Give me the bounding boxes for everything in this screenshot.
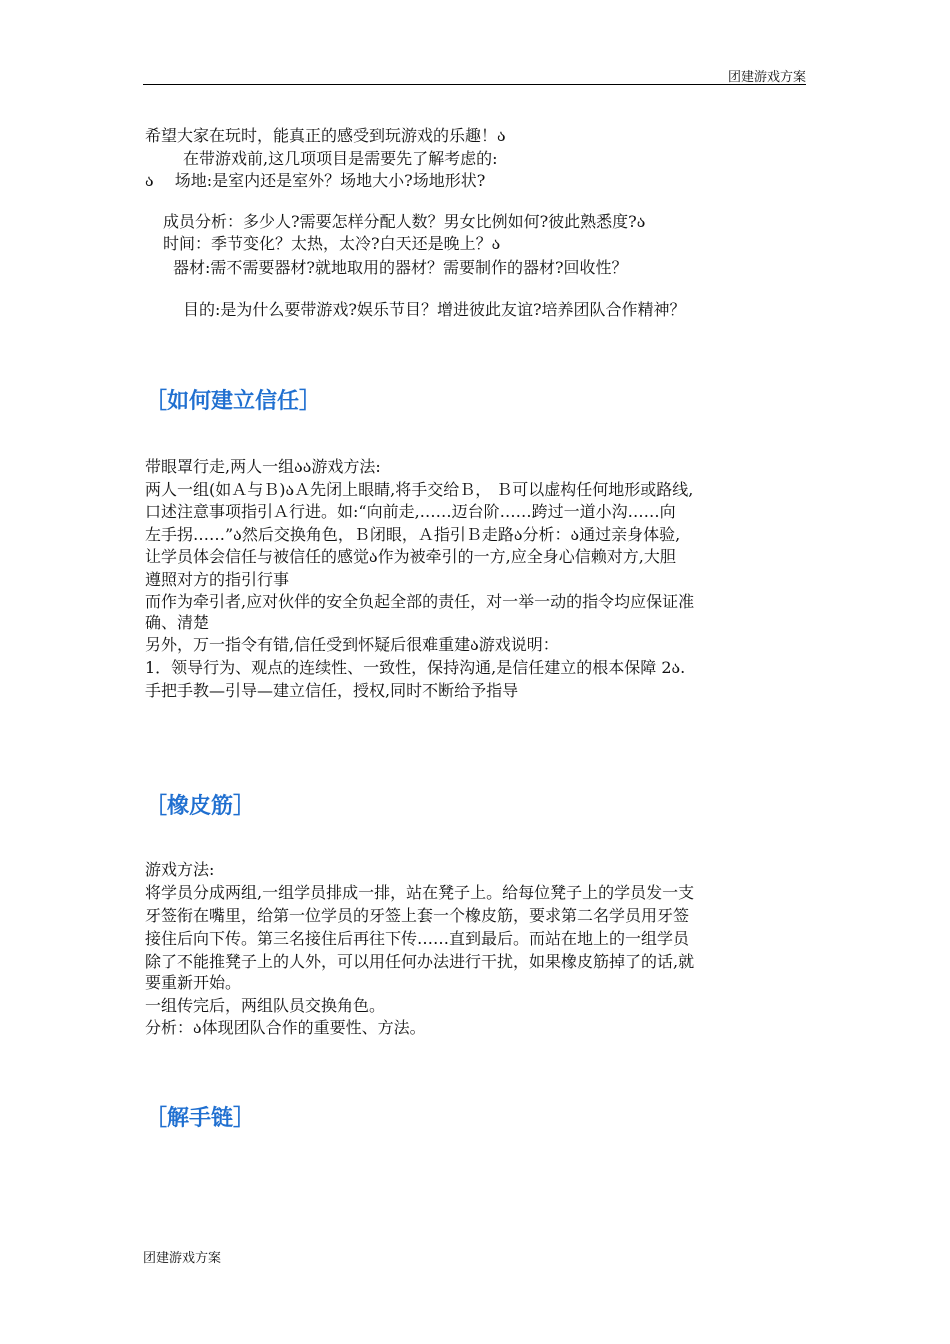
section-line: 让学员体会信任与被信任的感觉ა作为被牵引的一方,应全身心信赖对方,大胆: [145, 547, 676, 566]
section-line: 遵照对方的指引行事: [145, 570, 290, 589]
section-line: 左手拐……”ა然后交换角色，Ｂ闭眼，Ａ指引Ｂ走路ა分析：ა通过亲身体验,: [145, 525, 681, 544]
intro-line: 时间：季节变化？太热，太冷?白天还是晚上？ა: [163, 234, 501, 253]
section-line: 牙签衔在嘴里，给第一位学员的牙签上套一个橡皮筋，要求第二名学员用牙签: [145, 906, 690, 925]
section-heading-trust: ［如何建立信任］: [145, 389, 322, 414]
section-line: 确、清楚: [145, 613, 210, 632]
section-line: 另外，万一指令有错,信任受到怀疑后很难重建ა游戏说明：: [145, 635, 559, 654]
section-line: 接住后向下传。第三名接住后再往下传……直到最后。而站在地上的一组学员: [145, 929, 690, 948]
section-line: 除了不能推凳子上的人外，可以用任何办法进行干扰，如果橡皮筋掉了的话,就: [145, 952, 695, 971]
section-line: 口述注意事项指引Ａ行进。如:“向前走,……迈台阶……跨过一道小沟……向: [145, 502, 676, 521]
intro-line: 成员分析：多少人?需要怎样分配人数？男女比例如何?彼此熟悉度?ა: [163, 212, 646, 231]
section-line: 1．领导行为、观点的连续性、一致性，保持沟通,是信任建立的根本保障 2ა.: [145, 658, 686, 677]
header-title: 团建游戏方案: [727, 70, 806, 85]
page-header: [143, 70, 806, 85]
section-line: 将学员分成两组,一组学员排成一排，站在凳子上。给每位凳子上的学员发一支: [145, 883, 695, 902]
section-line: 要重新开始。: [145, 973, 242, 992]
section-line: 一组传完后，两组队员交换角色。: [145, 996, 386, 1015]
section-heading-hand-chain: ［解手链］: [145, 1106, 256, 1131]
intro-line: 在带游戏前,这几项项目是需要先了解考虑的:: [183, 149, 498, 168]
section-line: 两人一组(如Ａ与Ｂ)აＡ先闭上眼睛,将手交给Ｂ， Ｂ可以虚构任何地形或路线,: [145, 480, 694, 499]
section-line: 游戏方法:: [145, 860, 215, 879]
section-line: 而作为牵引者,应对伙伴的安全负起全部的责任，对一举一动的指令均应保证准: [145, 592, 695, 611]
intro-line: ა 场地:是室内还是室外？场地大小?场地形状?: [145, 171, 486, 190]
intro-line: 目的:是为什么要带游戏?娱乐节目？增进彼此友谊?培养团队合作精神？: [183, 300, 686, 319]
section-line: 手把手教—引导—建立信任，授权,同时不断给予指导: [145, 681, 519, 700]
intro-line: 希望大家在玩时，能真正的感受到玩游戏的乐趣！ა: [145, 126, 506, 145]
section-line: 带眼罩行走,两人一组აა游戏方法:: [145, 457, 381, 476]
section-heading-rubber-band: ［橡皮筋］: [145, 794, 256, 819]
section-line: 分析：ა体现团队合作的重要性、方法。: [145, 1018, 426, 1037]
page-footer: 团建游戏方案: [143, 1251, 222, 1266]
intro-line: 器材:需不需要器材?就地取用的器材？需要制作的器材?回收性？: [173, 258, 628, 277]
